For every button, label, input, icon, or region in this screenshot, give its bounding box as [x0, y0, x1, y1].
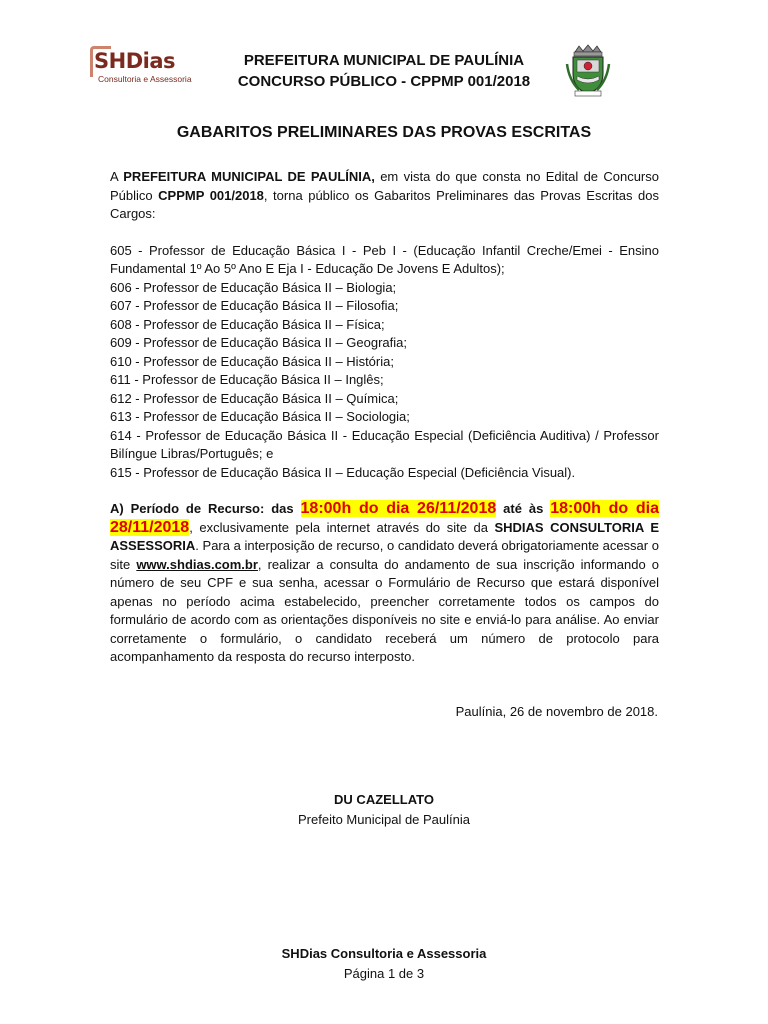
document-header — [0, 44, 768, 104]
document-date: Paulínia, 26 de novembro de 2018. — [455, 704, 658, 719]
list-item: 615 - Professor de Educação Básica II – Educação Especial (Deficiência Visual). — [110, 464, 576, 480]
list-item: 614 - Professor de Educação Básica II - Educação Especial (Deficiência Auditiva) / Professor Bilíngue Libras/Português; e — [110, 427, 659, 461]
list-item: 611 - Professor de Educação Básica II – Inglês; — [110, 372, 384, 387]
logo-brand-text: SHDias — [94, 49, 175, 73]
list-item: 612 - Professor de Educação Básica II – Química; — [110, 390, 399, 406]
footer-company: SHDias Consultoria e Assessoria — [281, 946, 487, 961]
document-title: GABARITOS PRELIMINARES DAS PROVAS ESCRITAS — [176, 124, 592, 141]
recurso-end-highlight: 18:00h do dia 28/11/2018 — [110, 500, 660, 536]
header-line-1: PREFEITURA MUNICIPAL DE PAULÍNIA — [243, 52, 525, 69]
recurso-start-highlight: 18:00h do dia 26/11/2018 — [300, 500, 497, 517]
list-item: 605 - Professor de Educação Básica I - Peb I - (Educação Infantil Creche/Emei - Ensino Fundamental 1º Ao 5º Ano E Eja I - Educação De Jovens E Adultos); — [110, 242, 659, 276]
signatory-name: DU CAZELLATO — [334, 792, 434, 807]
list-item: 609 - Professor de Educação Básica II – Geografia; — [110, 335, 408, 350]
list-item: 613 - Professor de Educação Básica II – Sociologia; — [110, 409, 410, 424]
cargos-list — [110, 242, 659, 483]
list-item: 607 - Professor de Educação Básica II – Filosofia; — [110, 298, 399, 313]
site-link[interactable]: www.shdias.com.br — [136, 556, 258, 572]
list-item: 608 - Professor de Educação Básica II – Física; — [110, 316, 385, 332]
logo-subtitle: Consultoria e Assessoria — [98, 74, 192, 84]
page-footer — [0, 944, 768, 984]
signature-block — [0, 790, 768, 830]
city-crest-icon — [565, 44, 611, 98]
page-number: Página 1 de 3 — [343, 966, 425, 981]
header-line-2: CONCURSO PÚBLICO - CPPMP 001/2018 — [237, 73, 531, 90]
list-item: 606 - Professor de Educação Básica II – Biologia; — [110, 279, 397, 295]
intro-paragraph: A PREFEITURA MUNICIPAL DE PAULÍNIA, em vista do que consta no Edital de Concurso Público CPPMP 001/2018, torna público os Gabaritos Preliminares das Provas Escritas dos Cargos: — [110, 169, 660, 221]
document-body — [110, 168, 659, 685]
list-item: 610 - Professor de Educação Básica II – História; — [110, 353, 394, 369]
recurso-paragraph: A) Período de Recurso: das 18:00h do dia 26/11/2018 até às 18:00h do dia 28/11/2018, exclusivamente pela internet através do site da SHDIAS CONSULTORIA E ASSESSORIA. Para a interposição de recurso, o candidato deverá obrigatoriamente acessar o site www.shdias.com.br, realizar a consulta do andamento de sua inscrição informando o número de seu CPF e sua senha, acessar o Formulário de Recurso que estará disponível apenas no período acima estabelecido, preencher corretamente todos os campos do formulário de acordo com as orientações disponíveis no site e enviá-lo para análise. Ao enviar corretamente o formulário, o candidato receberá um número de protocolo para acompanhamento da resposta do recurso interposto. — [110, 500, 660, 664]
signatory-role: Prefeito Municipal de Paulínia — [298, 812, 470, 827]
